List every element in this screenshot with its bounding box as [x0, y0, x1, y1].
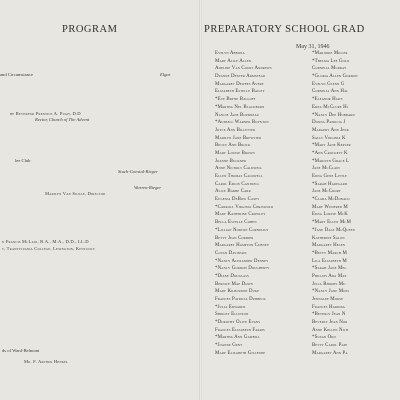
graduate-name: Erna McClure Hi — [312, 104, 348, 110]
graduate-name: *Mary Jane Kepler — [312, 143, 351, 149]
graduate-name: *Sarah Jane Mel — [312, 266, 347, 272]
graduate-name: *Dorothy Olive Evans — [215, 320, 261, 326]
graduate-name: *Lillian Norton Cornelius — [215, 227, 269, 233]
graduate-name: Beverly Jean Nor — [312, 320, 348, 326]
graduates-heading: PREPARATORY SCHOOL GRAD — [204, 24, 365, 35]
graduate-name: Evelyn Abbona — [215, 51, 245, 56]
graduate-name: Edna Gene Little — [312, 174, 348, 179]
graduate-column-2 — [312, 50, 358, 358]
graduate-name: *Martha Ann Gambill — [215, 335, 260, 341]
graduate-name: Margaret Helen — [312, 243, 346, 249]
graduate-name: *Jane Dale McQueen — [312, 227, 355, 233]
program-line: Mr. F. Arthur Henkel — [24, 359, 69, 364]
graduate-name: Mary Louise Brown — [215, 150, 255, 156]
graduate-name: Ellen Thomas Caldwell — [215, 174, 263, 179]
graduate-name: Lila Elizabeth M — [312, 258, 347, 264]
program-lines — [0, 0, 199, 400]
graduate-name: *Joanne Geny — [215, 343, 243, 349]
graduate-name: *Julia Edwards — [215, 304, 246, 310]
graduation-date: May 31, 1946 — [296, 44, 330, 50]
graduate-name: Shirley Ellinton — [215, 312, 249, 318]
graduate-name: Jane McCrory — [312, 189, 341, 195]
program-heading: PROGRAM — [62, 24, 118, 35]
graduate-name: Edna Louise McK — [312, 212, 348, 218]
graduate-name: Eugenia DeBow Casey — [215, 197, 260, 203]
graduate-name: Joanne Buckner — [215, 158, 247, 164]
graduate-name: Frances Elizabeth Farris — [215, 327, 265, 333]
graduate-name: Carol Emlin Cantrell — [215, 181, 260, 187]
graduate-name: Elizabeth Estelle Bailey — [215, 89, 265, 95]
graduate-name: *Thelma Lee Gold — [312, 58, 350, 64]
program-line: ds of Ward-Belmont — [2, 348, 40, 353]
program-line: n Francis McLain, B.A., M.A., D.D., LL.D — [2, 239, 89, 244]
graduate-name: *Nancy Gordon Dougherty — [215, 266, 270, 272]
graduate-name: Mary Kilbourne Duke — [215, 289, 260, 295]
graduate-name: Mary Winifred M — [312, 204, 348, 210]
graduate-name: Margaret Ann Pa — [312, 350, 348, 356]
program-line: Warren-Rieger — [134, 185, 162, 190]
graduate-name: Alice Barbe Carr — [215, 189, 251, 195]
graduate-name: Bernice Mae Down — [215, 281, 253, 287]
graduate-name: *Betty March M — [312, 250, 347, 256]
graduate-name: Margery Ann Jenk — [312, 127, 350, 133]
graduate-name: Julia Rhodes Mu — [312, 281, 346, 287]
graduate-name: Betty Carol Pate — [312, 343, 348, 349]
graduate-name: *Nancy Jane Moss — [312, 289, 350, 295]
graduate-name: Anne Nichols Caldwell — [215, 166, 263, 172]
graduate-name: *Mary Ellen McM — [312, 220, 352, 226]
graduate-name: *Clara McDonald — [312, 197, 350, 203]
graduate-name: Cornelia Murray — [312, 66, 347, 72]
graduate-name: *Ausbell Warner Boynton — [215, 120, 269, 126]
graduate-name: *Ann Crockett K — [312, 150, 348, 156]
graduate-name: Marilyn Jane Brewster — [215, 135, 262, 141]
graduate-name: Anne Kellen Nich — [312, 327, 349, 333]
graduate-name: Mary Alice Allen — [215, 58, 252, 64]
graduate-name: *Marilyn Grace L — [312, 158, 350, 164]
graduate-name: Bella Estelle Cohen — [215, 220, 257, 226]
graduate-name: *Diane Douglass — [215, 273, 249, 279]
graduate-name: Katherine Salon — [312, 235, 345, 241]
program-line: t, Transylvania College, Lexington, Kentucky — [2, 246, 96, 251]
program-page — [0, 0, 199, 400]
program-line: Stuch-Goestal-Rieger — [118, 169, 158, 174]
graduate-name: Dyanne Dexter Armstead — [215, 74, 266, 80]
graduate-name: Donna Patricia J — [312, 120, 346, 126]
graduate-name: Nancie Jane Boudreau — [215, 112, 260, 118]
graduate-name: Cornelia Ann Hal — [312, 89, 349, 95]
graduate-name: Jennalee Morse — [312, 297, 344, 302]
graduate-name: Jane McClain — [312, 166, 340, 172]
graduate-name: Joyce Ann Billetter — [215, 127, 256, 133]
graduate-name: Becky Ann Brock — [215, 143, 251, 149]
graduate-name: Frances Harding — [312, 304, 346, 310]
graduate-name: *Marjorie Miller — [312, 51, 348, 56]
graduate-name: *Martha Nel Blackburn — [215, 104, 265, 110]
program-line: and Circumstance — [0, 72, 34, 77]
graduate-name: Margaret Dewees Avery — [215, 81, 264, 87]
program-line: he Reverend Prentice A. Pugh, D.D — [10, 111, 81, 116]
graduate-name: *Gloria Allen Gordon — [312, 74, 358, 80]
graduate-name: Mary Elizabeth Gillespie — [215, 350, 266, 356]
graduate-name: Betty Jean Cordier — [215, 235, 254, 241]
graduate-name: *Carroll Virginia Chriswold — [215, 204, 274, 210]
program-line: lee Club — [15, 158, 31, 163]
graduate-name: *Nancy Dee Hubbard — [312, 112, 355, 118]
graduate-name: Margaret Hampton Cubney — [215, 243, 270, 249]
graduate-name: *Eleanor Hiatt — [312, 97, 343, 103]
graduate-name: Phillips Ada May — [312, 273, 347, 279]
graduates-page — [202, 0, 400, 400]
graduate-name: Sally Virginia K — [312, 135, 346, 141]
graduate-name: Frances Patricia Dubbeck — [215, 297, 266, 302]
graduate-name: Adeline Van Court Andrews — [215, 66, 272, 72]
graduate-name: Covan Davidson — [215, 250, 247, 256]
graduate-name: Evelyn Glenn G — [312, 81, 345, 87]
graduate-name: *Beverly Jean N — [312, 312, 346, 318]
program-line: Rector, Church of The Advent — [35, 117, 90, 122]
graduate-name: Mary Katherine Crowley — [215, 212, 266, 218]
graduate-column-1 — [215, 50, 273, 358]
graduate-name: *Susan Ord — [312, 335, 336, 341]
graduate-name: *Sarah Haregard — [312, 181, 348, 187]
graduate-name: *Eve Bryne Balloff — [215, 97, 256, 103]
program-line: Elgar — [160, 72, 171, 77]
graduate-name: *Nancy Alexander Denney — [215, 258, 269, 264]
program-line: Marilyn Van Sickle, Director — [45, 191, 106, 196]
